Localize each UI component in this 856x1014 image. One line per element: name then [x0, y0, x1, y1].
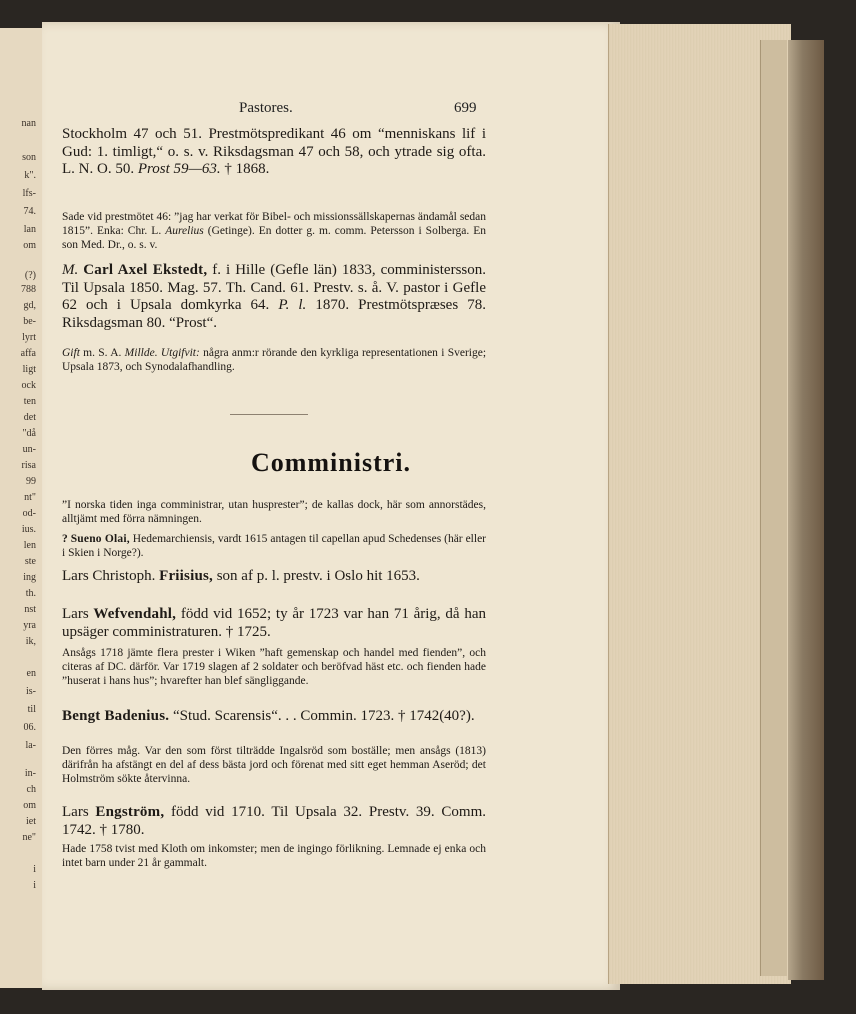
margin-fragment: (?) [24, 270, 36, 281]
entry-wefvendahl: Lars Wefvendahl, född vid 1652; ty år 1723 var han 71 årig, då han upsäger comministraturen. † 1725. [62, 606, 486, 640]
entry-friisius: Lars Christoph. Friisius, son af p. l. prestv. i Oslo hit 1653. [62, 568, 420, 584]
note: Sade vid prestmötet 46: ”jag har verkat för Bibel- och missionssällskapernas ändamål sedan 1815”. Enka: Chr. L. Aurelius (Getinge). En dotter g. m. comm. Petersson i Solberga. En son Med. Dr., o. s. v. [62, 211, 486, 252]
page-number: 699 [454, 100, 477, 116]
margin-fragment: lan [23, 224, 36, 235]
entry-sueno-olai: ? Sueno Olai, Hedemarchiensis, vardt 1615 antagen til capellan apud Schedenses (här eller i Skien i Norge?). [62, 533, 487, 560]
left-page-edge [0, 28, 43, 988]
margin-fragment: th. [25, 588, 36, 599]
margin-fragment: 99 [26, 476, 36, 487]
section-heading-wrap [42, 448, 620, 488]
margin-fragment: 788 [21, 284, 36, 295]
margin-fragment: nan [21, 118, 36, 129]
margin-fragment: ne" [22, 832, 36, 843]
book-binding [788, 40, 824, 980]
note: Ansågs 1718 jämte flera prester i Wiken ”haft gemenskap och handel med fienden”, och citeras af DC. därför. Var 1719 slagen af 2 soldater och beröfvad häst etc. och fienden hade ”huserat i hans hus”; hvarefter han blef sängliggande. [62, 647, 486, 688]
entry-ekstedt: M. Carl Axel Ekstedt, f. i Hille (Gefle län) 1833, comministersson. Til Upsala 1850. Mag. 57. Th. Cand. 61. Prestv. s. å. V. pastor i Gefle 62 och i Upsala domkyrka 64. P. l. 1870. Prestmötspræses 78. Riksdagsman 80. “Prost“. [62, 262, 486, 332]
margin-fragment: ste [24, 556, 36, 567]
margin-fragment: gd, [23, 300, 36, 311]
margin-fragment: lyrt [22, 332, 36, 343]
margin-fragment: i [33, 880, 36, 891]
entry-engstrom: Lars Engström, född vid 1710. Til Upsala 32. Prestv. 39. Comm. 1742. † 1780. [62, 804, 486, 838]
page-edges-shadow [760, 40, 787, 976]
margin-fragment: det [23, 412, 36, 423]
margin-fragment: yra [23, 620, 36, 631]
margin-fragment: ius. [21, 524, 36, 535]
margin-fragment: be- [23, 316, 36, 327]
margin-fragment: nst [24, 604, 36, 615]
note: ”I norska tiden inga comministrar, utan husprester”; de kallas dock, här som annorstädes, alltjämt med förra nämningen. [62, 499, 486, 526]
section-title: Comministri. [250, 448, 412, 477]
margin-fragment: 06. [23, 722, 36, 733]
margin-fragment: is- [26, 686, 36, 697]
margin-fragment: ock [21, 380, 36, 391]
paragraph: Stockholm 47 och 51. Prestmötspredikant 46 om “menniskans lif i Gud: 1. timligt,“ o. s. v. Riksdagsman 47 och 58, och ytrade sig ofta. L. N. O. 50. Prost 59—63. † 1868. [62, 126, 486, 178]
margin-fragment: risa [21, 460, 36, 471]
margin-fragment: om [23, 800, 36, 811]
margin-fragment: la- [25, 740, 36, 751]
divider [230, 414, 308, 415]
note: Den förres måg. Var den som först tilträdde Ingalsröd som boställe; men ansågs (1813) därifrån ha afstängt en del af dess bästa jord och förenat med sitt eget hemman Aseröd; det Holmström sökte återvinna. [62, 745, 486, 786]
margin-fragment: k". [24, 170, 36, 181]
margin-fragment: til [27, 704, 36, 715]
margin-fragment: in- [24, 768, 36, 779]
note: Hade 1758 tvist med Kloth om inkomster; men de ingingo förlikning. Lemnade ej enka och intet barn under 21 år gammalt. [62, 843, 486, 870]
margin-fragment: en [26, 668, 36, 679]
margin-fragment: ik, [25, 636, 36, 647]
margin-fragment: len [23, 540, 36, 551]
entry-badenius: Bengt Badenius. “Stud. Scarensis“. . . Commin. 1723. † 1742(40?). [62, 708, 475, 724]
margin-fragment: un- [22, 444, 36, 455]
margin-fragment: nt" [24, 492, 36, 503]
margin-fragment: ten [23, 396, 36, 407]
margin-fragment: 74. [23, 206, 36, 217]
margin-fragment: i [33, 864, 36, 875]
margin-fragment: iet [26, 816, 36, 827]
running-head: Pastores. [239, 100, 293, 116]
margin-fragment: lfs- [22, 188, 36, 199]
margin-fragment: ligt [22, 364, 36, 375]
margin-fragment: om [23, 240, 36, 251]
margin-fragment: affa [20, 348, 36, 359]
margin-fragment: ch [26, 784, 36, 795]
note: Gift m. S. A. Millde. Utgifvit: några anm:r rörande den kyrkliga representationen i Sverige; Upsala 1873, och Synodalafhandling. [62, 347, 487, 374]
margin-fragment: son [22, 152, 36, 163]
margin-fragment: od- [22, 508, 36, 519]
margin-fragment: ing [23, 572, 36, 583]
margin-fragment: "då [22, 428, 36, 439]
